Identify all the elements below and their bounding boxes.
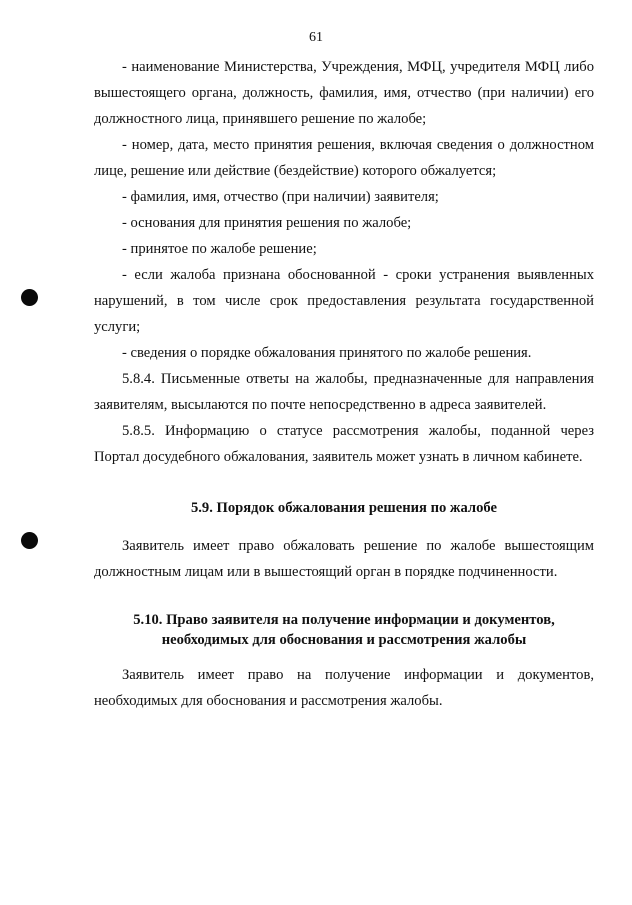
page-number: 61 <box>309 30 323 45</box>
paragraph-applicant-name-item: - фамилия, имя, отчество (при наличии) заявителя; <box>122 189 439 205</box>
binder-hole-top <box>21 289 38 306</box>
section-5-9-heading: 5.9. Порядок обжалования решения по жалобе <box>190 500 497 516</box>
paragraph-decision-item: - принятое по жалобе решение; <box>122 241 317 257</box>
page-content <box>94 54 594 714</box>
paragraph-appeal-info-item: - сведения о порядке обжалования принятого по жалобе решения. <box>122 345 532 361</box>
paragraph-ministry-item: - наименование Министерства, Учреждения, МФЦ, учредителя МФЦ либо вышестоящего органа, должность, фамилия, имя, отчество (при наличии) его должностного лица, принявшего решение по жалобе; <box>94 59 594 127</box>
section-5-10-heading-line1: 5.10. Право заявителя на получение информации и документов, <box>133 612 555 628</box>
paragraph-deadline-item: - если жалоба признана обоснованной - сроки устранения выявленных нарушений, в том числе срок предоставления результата государственной услуги; <box>94 267 594 335</box>
section-5-10-text: Заявитель имеет право на получение информации и документов, необходимых для обоснования и рассмотрения жалобы. <box>94 667 594 709</box>
paragraph-5-8-4: 5.8.4. Письменные ответы на жалобы, предназначенные для направления заявителям, высылаются по почте непосредственно в адреса заявителей. <box>94 371 594 413</box>
section-5-9-text: Заявитель имеет право обжаловать решение по жалобе вышестоящим должностным лицам или в вышестоящий орган в порядке подчиненности. <box>94 538 594 580</box>
paragraph-5-8-5: 5.8.5. Информацию о статусе рассмотрения жалобы, поданной через Портал досудебного обжалования, заявитель может узнать в личном кабинете. <box>94 423 594 465</box>
paragraph-grounds-item: - основания для принятия решения по жалобе; <box>122 215 412 231</box>
section-5-10-heading-line2: необходимых для обоснования и рассмотрения жалобы <box>161 632 527 648</box>
section-5-10-heading <box>94 610 594 650</box>
paragraph-decision-number-item: - номер, дата, место принятия решения, включая сведения о должностном лице, решение или действие (бездействие) которого обжалуется; <box>94 137 594 179</box>
binder-hole-bottom <box>21 532 38 549</box>
